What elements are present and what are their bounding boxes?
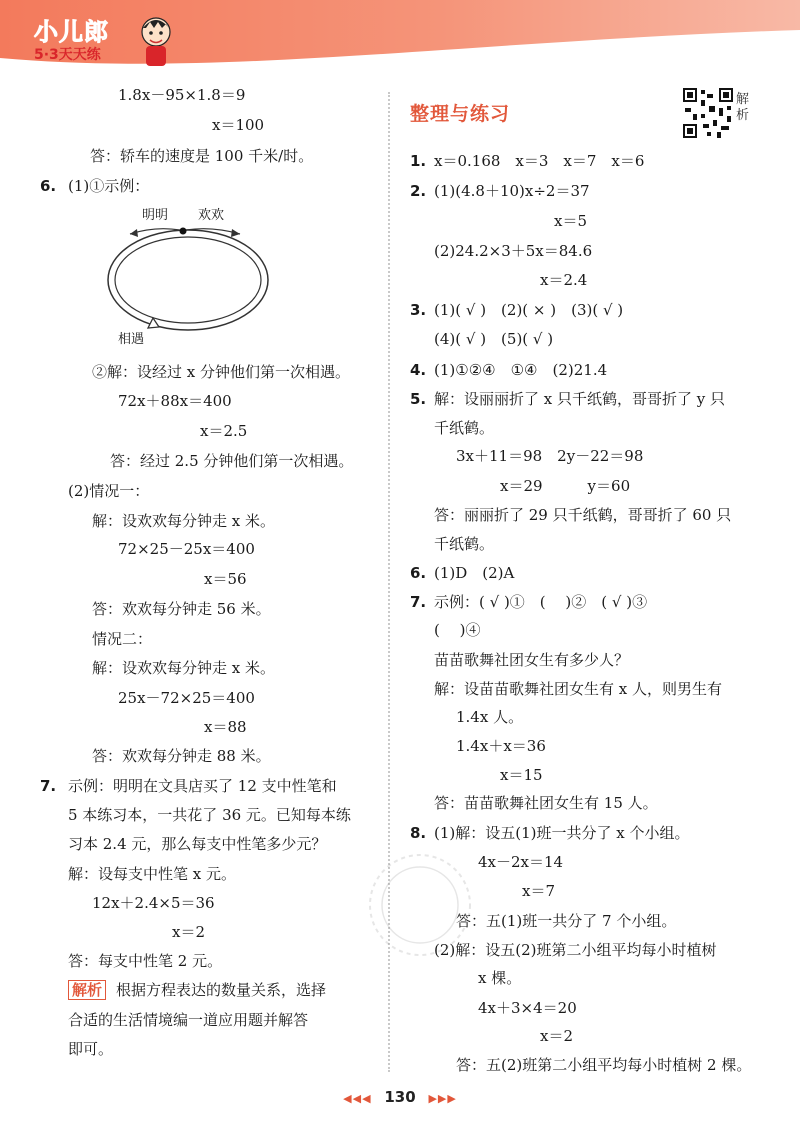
answer-line: (1)解：设五(1)班一共分了 x 个小组。 [434,824,690,842]
answer-line: (1)(4.8＋10)x÷2＝37 [434,182,590,200]
answer-line: 4x－2x＝14 [478,853,564,871]
question-number: 6. [40,177,57,195]
answer-line: 5 本练习本，一共花了 36 元。已知每本练 [68,806,351,824]
answer-line: x＝7 [522,882,556,900]
answer-line: (2)24.2×3＋5x＝84.6 [434,242,593,260]
answer-line: 千纸鹤。 [434,419,495,437]
answer-line: 解：设丽丽折了 x 只千纸鹤，哥哥折了 y 只 [434,390,726,408]
answer-line: (1)①示例： [68,177,150,195]
answer-line: x＝88 [204,718,247,736]
answer-line: 示例：明明在文具店买了 12 支中性笔和 [68,777,337,795]
qr-code-icon[interactable] [683,88,733,138]
brand-title: 小儿郎 [34,18,109,46]
answer-line: (1)( √ ) (2)( × ) (3)( √ ) [434,301,624,319]
answer-line: x＝5 [554,212,588,230]
question-number: 3. [410,301,427,319]
answer-line: 答：苗苗歌舞社团女生有 15 人。 [434,794,658,812]
analysis-line [68,980,326,1000]
answer-line: 25x－72×25＝400 [118,689,255,707]
answer-line: 解：设苗苗歌舞社团女生有 x 人，则男生有 [434,680,722,698]
diagram-label-mingming: 明明 [142,208,169,223]
brand-logo [28,10,168,70]
answer-line: 答：五(1)班一共分了 7 个小组。 [456,912,677,930]
analysis-text: 根据方程表达的数量关系，选择 [116,981,327,999]
answer-line: x＝2 [172,923,206,941]
analysis-text: 即可。 [68,1040,114,1058]
answer-line: ( )④ [434,621,481,639]
analysis-tag: 解析 [68,980,106,1000]
answer-line: x 棵。 [478,969,522,987]
answer-line: 答：经过 2.5 分钟他们第一次相遇。 [110,452,354,470]
answer-line: 示例：( √ )① ( )② ( √ )③ [434,593,648,611]
answer-line: 习本 2.4 元，那么每支中性笔多少元？ [68,835,327,853]
answer-line: (1)①②④ ①④ (2)21.4 [434,361,608,379]
answer-line: 4x＋3×4＝20 [478,999,577,1017]
mascot-icon [138,14,174,68]
diagram-label-meet: 相遇 [118,332,145,347]
answer-line: x＝15 [500,766,543,784]
answer-line: 72×25－25x＝400 [118,540,255,558]
analysis-text: 合适的生活情境编一道应用题并解答 [68,1011,309,1029]
page-header [0,0,800,80]
answer-line: 解：设欢欢每分钟走 x 米。 [92,512,275,530]
question-number: 5. [410,390,427,408]
question-number: 6. [410,564,427,582]
answer-line: (1)D (2)A [434,564,515,582]
answer-line: 1.4x＋x＝36 [456,737,546,755]
answer-line: x＝56 [204,570,247,588]
watermark-stamp [360,830,480,980]
answer-line: 解：设每支中性笔 x 元。 [68,865,236,883]
answer-line: 3x＋11＝98 2y－22＝98 [456,447,644,465]
question-number: 8. [410,824,427,842]
answer-line: (2)解：设五(2)班第二小组平均每小时植树 [434,941,717,959]
answer-line: 1.4x 人。 [456,708,524,726]
answer-line: x＝29 y＝60 [500,477,631,495]
answer-line: x＝2 [540,1027,574,1045]
answer-line: 解：设欢欢每分钟走 x 米。 [92,659,275,677]
section-title: 整理与练习 [410,103,511,125]
page-footer [0,1088,800,1106]
question-number: 2. [410,182,427,200]
answer-line: x＝2.4 [540,271,588,289]
next-arrows-icon: ▶▶▶ [428,1092,457,1105]
answer-line: 答：欢欢每分钟走 56 米。 [92,600,271,618]
answer-line: ②解：设经过 x 分钟他们第一次相遇。 [92,363,350,381]
answer-line: 答：每支中性笔 2 元。 [68,952,223,970]
qr-label: 解析 [736,92,750,123]
answer-line: 答：轿车的速度是 100 千米/时。 [90,147,314,165]
question-number: 4. [410,361,427,379]
answer-line: x＝100 [212,116,265,134]
answer-line: 答：欢欢每分钟走 88 米。 [92,747,271,765]
answer-line: x＝2.5 [200,422,248,440]
answer-line: 苗苗歌舞社团女生有多少人？ [434,651,630,669]
answer-line: 千纸鹤。 [434,535,495,553]
diagram-label-huanhuan: 欢欢 [198,208,225,223]
answer-line: 1.8x－95×1.8＝9 [118,86,246,104]
page-number: 130 [384,1088,416,1106]
question-number: 7. [40,777,57,795]
prev-arrows-icon: ◀◀◀ [343,1092,372,1105]
question-number: 7. [410,593,427,611]
answer-line: 情况二： [92,630,153,648]
answer-line: x＝0.168 x＝3 x＝7 x＝6 [434,152,645,170]
answer-line: (4)( √ ) (5)( √ ) [434,330,554,348]
brand-series: 5·3天天练 [34,47,101,63]
question-number: 1. [410,152,427,170]
answer-line: (2)情况一： [68,482,150,500]
answer-line: 答：五(2)班第二小组平均每小时植树 2 棵。 [456,1056,752,1074]
answer-line: 答：丽丽折了 29 只千纸鹤，哥哥折了 60 只 [434,506,732,524]
meeting-track-diagram [100,200,280,350]
answer-line: 72x＋88x＝400 [118,392,232,410]
answer-line: 12x＋2.4×5＝36 [92,894,215,912]
